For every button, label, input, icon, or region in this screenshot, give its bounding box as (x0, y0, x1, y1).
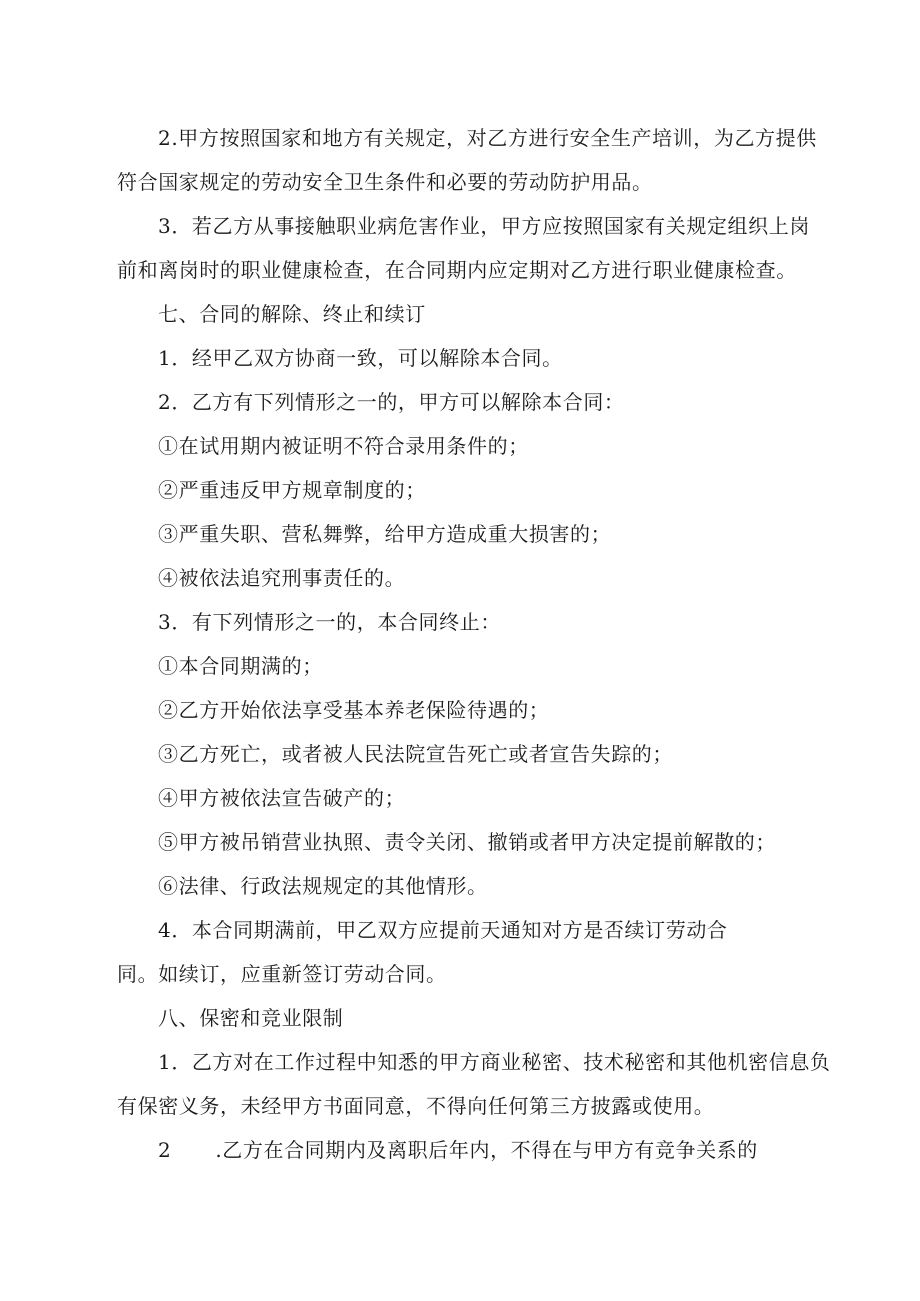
paragraph-line (158, 1137, 758, 1163)
paragraph-line: 1．乙方对在工作过程中知悉的甲方商业秘密、技术秘密和其他机密信息负 (158, 1050, 831, 1074)
list-item: ④甲方被依法宣告破产的； (158, 786, 406, 810)
section-heading: 七、合同的解除、终止和续订 (158, 302, 426, 326)
list-item: ⑥法律、行政法规规定的其他情形。 (158, 874, 488, 898)
list-item: ①本合同期满的； (158, 654, 323, 678)
paragraph-line: 符合国家规定的劳动安全卫生条件和必要的劳动防护用品。 (117, 170, 653, 194)
list-item: ②严重违反甲方规章制度的； (158, 478, 426, 502)
paragraph-line: 3．若乙方从事接触职业病危害作业，甲方应按照国家有关规定组织上岗 (158, 214, 810, 238)
paragraph-line: 1．经甲乙双方协商一致，可以解除本合同。 (158, 346, 563, 370)
paragraph-line: 2．乙方有下列情形之一的，甲方可以解除本合同： (158, 390, 625, 414)
paragraph-line: 4．本合同期满前，甲乙双方应提前天通知对方是否续订劳动合 (158, 918, 728, 942)
list-item: ④被依法追究刑事责任的。 (158, 566, 406, 590)
item-text: .乙方在合同期内及离职后年内，不得在与甲方有竞争关系的 (215, 1138, 758, 1162)
list-item: ③乙方死亡，或者被人民法院宣告死亡或者宣告失踪的； (158, 742, 673, 766)
list-item: ①在试用期内被证明不符合录用条件的； (158, 434, 529, 458)
paragraph-line: 2.甲方按照国家和地方有关规定，对乙方进行安全生产培训，为乙方提供 (158, 126, 817, 150)
paragraph-line: 3．有下列情形之一的，本合同终止： (158, 610, 501, 634)
section-heading: 八、保密和竞业限制 (158, 1006, 344, 1030)
list-item: ③严重失职、营私舞弊，给甲方造成重大损害的； (158, 522, 612, 546)
paragraph-line: 前和离岗时的职业健康检查，在合同期内应定期对乙方进行职业健康检查。 (117, 258, 797, 282)
item-number: 2 (158, 1138, 172, 1162)
list-item: ⑤甲方被吊销营业执照、责令关闭、撤销或者甲方决定提前解散的； (158, 830, 776, 854)
list-item: ②乙方开始依法享受基本养老保险待遇的； (158, 698, 550, 722)
paragraph-line: 有保密义务，未经甲方书面同意，不得向任何第三方披露或使用。 (117, 1094, 715, 1118)
paragraph-line: 同。如续订，应重新签订劳动合同。 (117, 962, 447, 986)
